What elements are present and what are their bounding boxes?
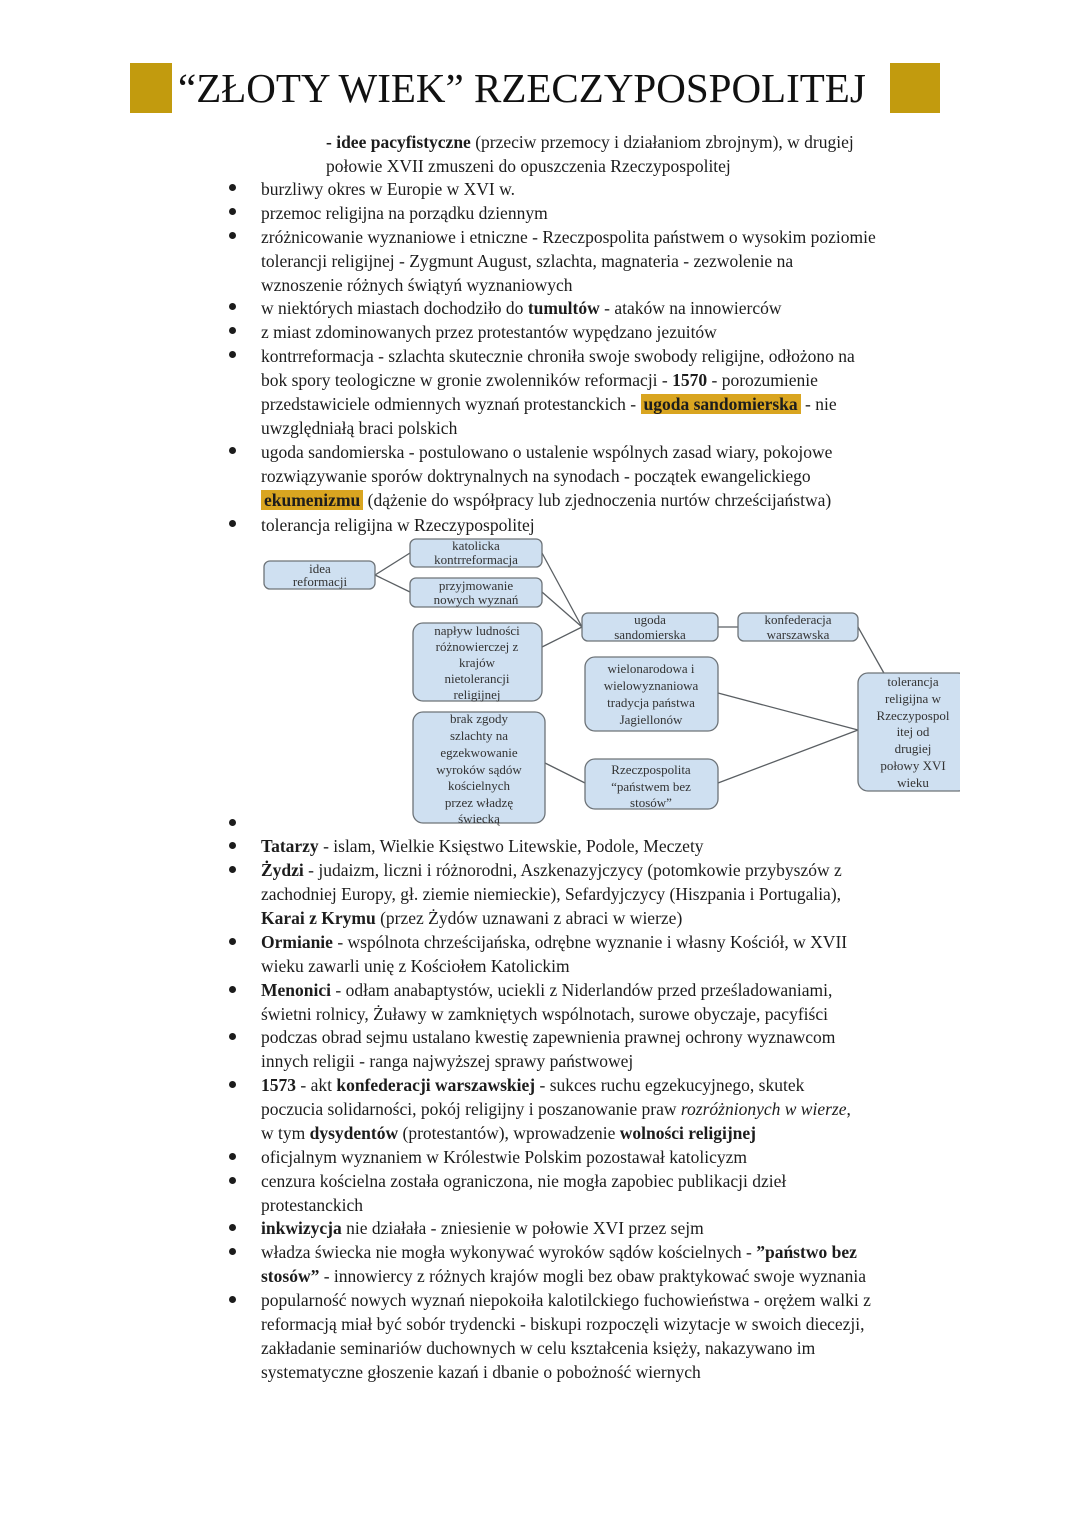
connector	[718, 693, 858, 730]
connector	[375, 575, 410, 592]
connector	[545, 763, 585, 783]
box-naplyw-ludnosci	[413, 623, 542, 702]
list-item-cont: rozwiązywanie sporów doktrynalnych na synodach - początek ewangelickiego	[261, 466, 811, 486]
box-idea-reformacji	[264, 561, 375, 589]
bullet-dot	[229, 819, 236, 826]
box-text: brak zgody	[449, 711, 509, 726]
box-tolerancja-religijna	[858, 673, 960, 791]
bullet-dot	[229, 842, 236, 849]
bullet-dot	[229, 1153, 236, 1160]
list-item: ugoda sandomierska - postulowano o ustalenie wspólnych zasad wiary, pokojowe	[261, 442, 833, 462]
list-item-cont: wznoszenie różnych świątyń wyznaniowych	[261, 275, 573, 295]
list-item: zróżnicowanie wyznaniowe i etniczne - Rzeczpospolita państwem o wysokim poziomie	[261, 227, 876, 247]
list-item-cont: zakładanie seminariów duchownych w celu kształcenia księży, nakazywano im	[261, 1338, 816, 1358]
list-item: Żydzi - judaizm, liczni i różnorodni, Aszkenazyjczycy (potomkowie przybyszów z	[261, 860, 842, 880]
connector	[542, 627, 582, 647]
connector	[542, 592, 582, 627]
list-item-cont: systematyczne głoszenie kazań i dbanie o pobożność wiernych	[261, 1362, 701, 1382]
list-item: 1573 - akt konfederacji warszawskiej - sukces ruchu egzekucyjnego, skutek	[261, 1075, 805, 1095]
list-item-cont: protestanckich	[261, 1195, 364, 1215]
list-item-cont: Karai z Krymu (przez Żydów uznawani z abraci w wierze)	[261, 908, 683, 928]
list-item: Menonici - odłam anabaptystów, uciekli z Niderlandów przed prześladowaniami,	[261, 980, 833, 1000]
box-text: egzekwowanie	[440, 745, 518, 760]
bullet-dot	[229, 351, 236, 358]
list-item: przemoc religijna na porządku dziennym	[261, 203, 548, 223]
bullet-dot	[229, 1033, 236, 1040]
bullet-dot	[229, 986, 236, 993]
list-item: inkwizycja nie działała - zniesienie w połowie XVI przez sejm	[261, 1218, 704, 1238]
list-item-cont: bok spory teologiczne w gronie zwolenników reformacji - 1570 - porozumienie	[261, 370, 818, 390]
connector	[542, 553, 582, 627]
list-item: oficjalnym wyznaniem w Królestwie Polskim pozostawał katolicyzm	[261, 1147, 748, 1167]
list-item: Ormianie - wspólnota chrześcijańska, odrębne wyznanie i własny Kościół, w XVII	[261, 932, 848, 952]
list-item-cont: tolerancji religijnej - Zygmunt August, szlachta, magnateria - zezwolenie na	[261, 251, 794, 271]
bullet-dot	[229, 1224, 236, 1231]
connector	[858, 627, 885, 675]
list-item: popularność nowych wyznań niepokoiła kalotilckiego fuchowieństwa - orężem walki z	[261, 1290, 871, 1310]
box-text: ugoda	[634, 612, 666, 627]
box-text: tradycja państwa	[607, 695, 695, 710]
list-item: w niektórych miastach dochodziło do tumultów - ataków na innowierców	[261, 298, 782, 318]
list-item-cont: poczucia solidarności, pokój religijny i poszanowanie praw rozróżnionych w wierze,	[261, 1099, 851, 1119]
box-text: nowych wyznań	[433, 592, 519, 607]
box-text: wielonarodowa i	[607, 661, 695, 676]
highlight-ekumenizm: ekumenizmu	[261, 490, 363, 510]
intro-line-1: - idee pacyfistyczne (przeciw przemocy i działaniom zbrojnym), w drugiej	[326, 132, 854, 152]
box-text: kontrreformacja	[434, 552, 518, 567]
list-item: cenzura kościelna została ograniczona, nie mogła zapobiec publikacji dzieł	[261, 1171, 787, 1191]
highlight-ugoda: ugoda sandomierska	[641, 394, 801, 414]
box-text: tolerancja	[887, 674, 939, 689]
list-item: z miast zdominowanych przez protestantów wypędzano jezuitów	[261, 322, 717, 342]
bullet-dot	[229, 184, 236, 191]
box-text: “państwem bez	[611, 779, 691, 794]
list-item: podczas obrad sejmu ustalano kwestię zapewnienia prawnej ochrony wyznawcom	[261, 1027, 836, 1047]
list-item-cont: świetni rolnicy, Żuławy w zamkniętych wspólnotach, surowe obyczaje, pacyfiści	[261, 1004, 828, 1024]
list-item-cont: przedstawiciele odmiennych wyznań protestanckich - ugoda sandomierska - nie	[261, 394, 837, 414]
bullet-dot	[229, 447, 236, 454]
title-accent-left	[130, 63, 172, 113]
bullet-dot	[229, 938, 236, 945]
list-item: władza świecka nie mogła wykonywać wyroków sądów kościelnych - ”państwo bez	[261, 1242, 857, 1262]
list-item-cont: w tym dysydentów (protestantów), wprowadzenie wolności religijnej	[261, 1123, 756, 1143]
box-text: stosów”	[630, 795, 672, 810]
box-text: idea	[309, 561, 331, 576]
bullet-dot	[229, 208, 236, 215]
box-text: religijnej	[453, 687, 501, 702]
bullet-dot	[229, 327, 236, 334]
box-text: połowy XVI	[880, 758, 946, 773]
box-konfederacja-warszawska	[738, 612, 858, 642]
bullet-dot	[229, 1177, 236, 1184]
box-text: kościelnych	[447, 778, 511, 793]
box-przyjmowanie-nowych-wyznan	[410, 578, 542, 607]
box-text: katolicka	[452, 538, 500, 553]
bullet-dot	[229, 866, 236, 873]
list-item: burzliwy okres w Europie w XVI w.	[261, 179, 516, 199]
bullet-dot	[229, 1296, 236, 1303]
box-text: świecką	[458, 811, 500, 826]
box-text: Rzeczypospol	[876, 708, 950, 723]
box-text: warszawska	[766, 627, 830, 642]
box-text: Jagiellonów	[619, 712, 683, 727]
bullet-dot	[229, 1248, 236, 1255]
box-text: Rzeczpospolita	[611, 762, 691, 777]
box-text: itej od	[896, 724, 930, 739]
box-text: konfederacja	[764, 612, 832, 627]
box-text: krajów	[458, 655, 496, 670]
connector	[375, 553, 410, 575]
box-text: wielowyznaniowa	[603, 678, 699, 693]
box-text: religijna w	[885, 691, 941, 706]
list-item-cont: ekumenizmu (dążenie do współpracy lub zjednoczenia nurtów chrześcijaństwa)	[261, 488, 831, 512]
box-text: napływ ludności	[434, 623, 520, 638]
connector	[718, 730, 858, 783]
list-item: tolerancja religijna w Rzeczypospolitej	[261, 515, 535, 535]
box-text: nietolerancji	[444, 671, 510, 686]
box-ugoda-sandomierska	[582, 612, 718, 642]
bullet-dot	[229, 232, 236, 239]
box-text: przez władzę	[444, 795, 514, 810]
list-item-cont: wieku zawarli unię z Kościołem Katolickim	[261, 956, 570, 976]
box-katolicka-kontrreformacja	[410, 538, 542, 567]
box-text: wieku	[897, 775, 929, 790]
tolerance-diagram	[255, 535, 960, 827]
box-text: wyroków sądów	[436, 762, 522, 777]
box-text: reformacji	[292, 574, 348, 589]
list-item: kontrreformacja - szlachta skutecznie chroniła swoje swobody religijne, odłożono na	[261, 346, 855, 366]
box-text: różnowierczej z	[435, 639, 519, 654]
bullet-dot	[229, 520, 236, 527]
box-brak-zgody	[413, 711, 545, 826]
page-title: “ZŁOTY WIEK” RZECZYPOSPOLITEJ	[178, 65, 866, 111]
title-accent-right	[890, 63, 940, 113]
list-item-cont: uwzględniałą braci polskich	[261, 418, 458, 438]
box-text: sandomierska	[614, 627, 686, 642]
box-wielonarodowa-tradycja	[585, 657, 718, 731]
box-text: szlachty na	[449, 728, 509, 743]
intro-line-2: połowie XVII zmuszeni do opuszczenia Rzeczypospolitej	[326, 156, 731, 176]
box-text: drugiej	[894, 741, 932, 756]
list-item-cont: zachodniej Europy, gł. ziemie niemieckie), Sefardyjczycy (Hiszpania i Portugalia),	[261, 884, 842, 904]
box-text: przyjmowanie	[438, 578, 514, 593]
box-rzeczpospolita-panstwem-bez-stosow	[585, 759, 718, 810]
title-bar	[130, 63, 940, 113]
bullet-dot	[229, 303, 236, 310]
bullet-dot	[229, 1081, 236, 1088]
list-item-cont: innych religii - ranga najwyższej sprawy państwowej	[261, 1051, 634, 1071]
list-item: Tatarzy - islam, Wielkie Księstwo Litewskie, Podole, Meczety	[261, 836, 704, 856]
list-item-cont: stosów” - innowiercy z różnych krajów mogli bez obaw praktykować swoje wyznania	[261, 1266, 867, 1286]
list-item-cont: reformacją miał być sobór trydencki - biskupi rozpoczęli wizytacje w swoich diecezji,	[261, 1314, 865, 1334]
